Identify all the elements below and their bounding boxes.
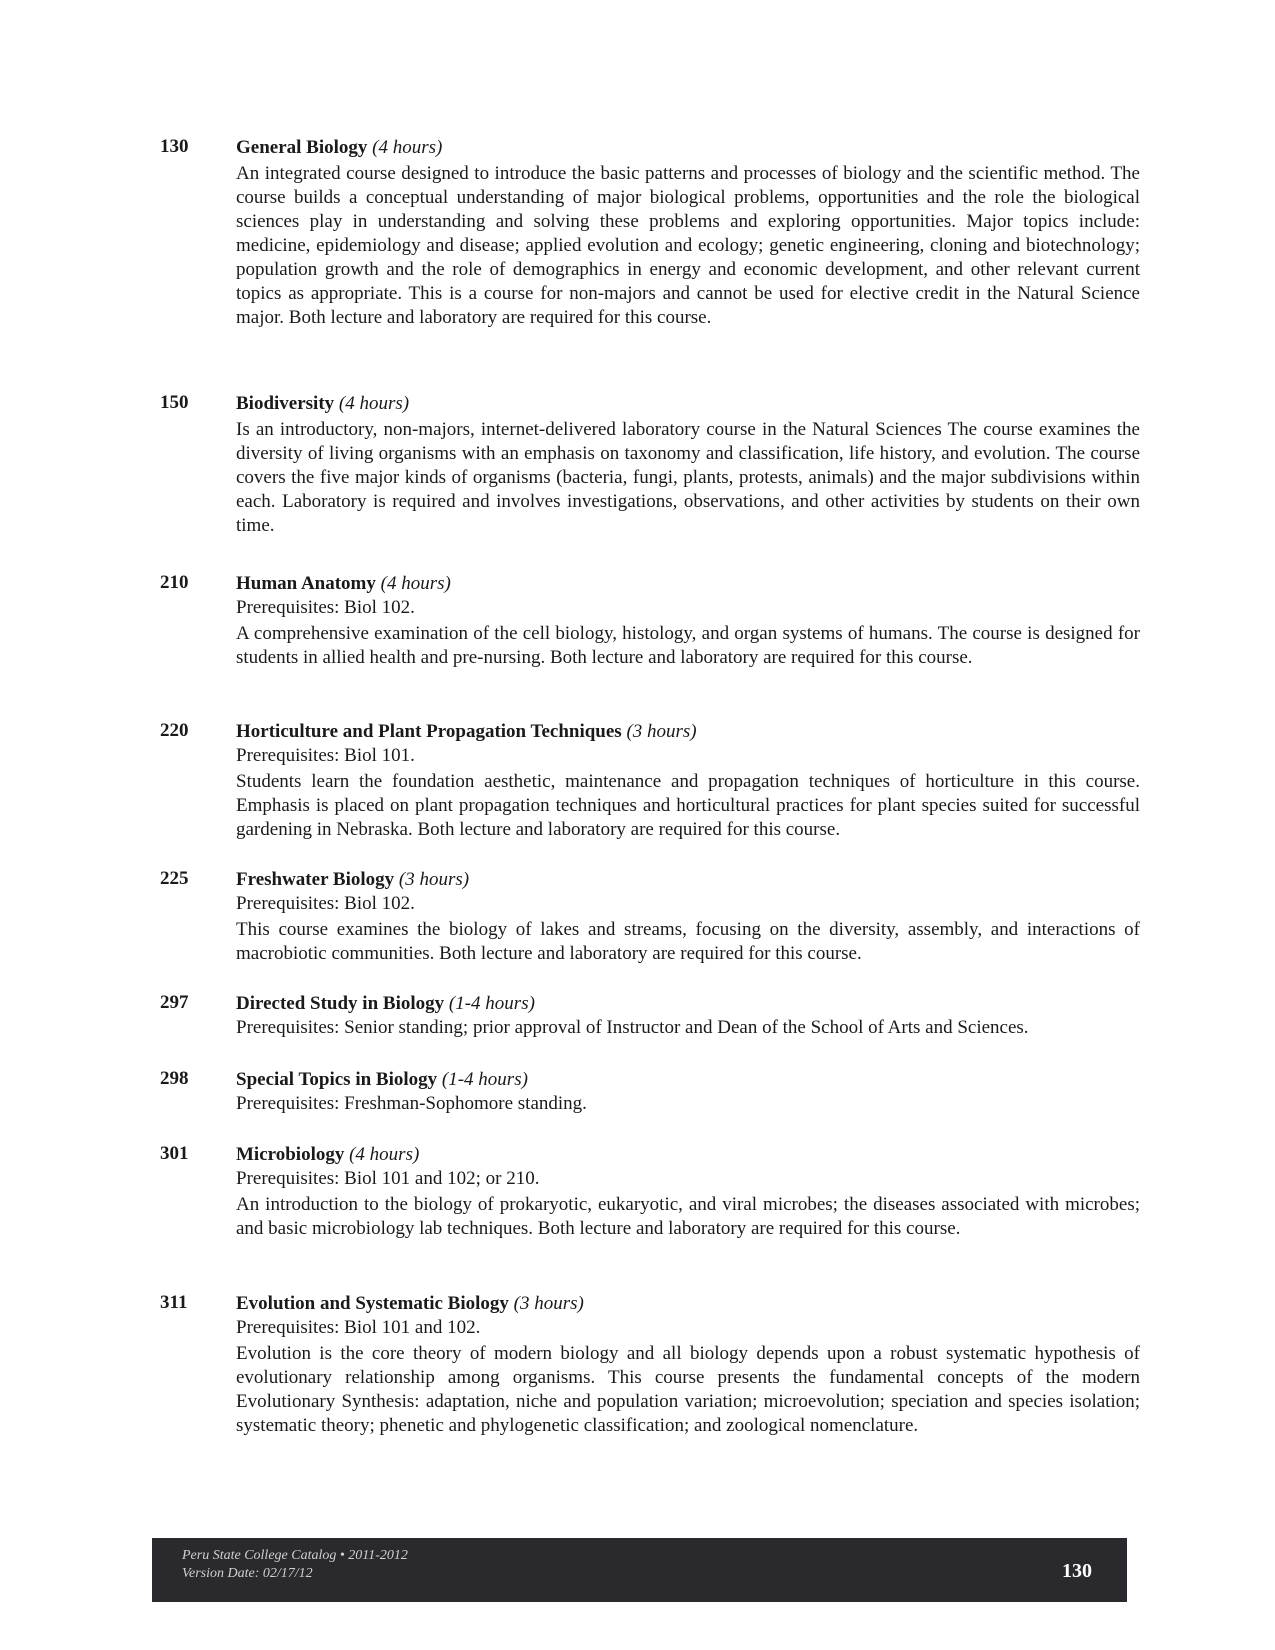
course-title: Freshwater Biology	[236, 869, 395, 890]
course-body	[236, 392, 1140, 538]
course-prerequisites: Prerequisites: Freshman-Sophomore standing.	[236, 1093, 587, 1114]
course-hours: (4 hours)	[380, 573, 451, 594]
course-entry-220	[160, 720, 1140, 842]
course-body	[236, 1143, 1140, 1241]
course-number: 130	[160, 136, 189, 157]
course-description: This course examines the biology of lakes and streams, focusing on the diversity, assembly, and interactions of macrobiotic communities. Both lecture and laboratory are required for this course.	[236, 919, 1140, 964]
course-number: 311	[160, 1292, 188, 1313]
course-body	[236, 1292, 1140, 1438]
course-body	[236, 1068, 1140, 1116]
footer-version-date: Version Date: 02/17/12	[182, 1566, 313, 1581]
course-body	[236, 992, 1140, 1040]
course-body	[236, 868, 1140, 966]
course-prerequisites: Prerequisites: Biol 102.	[236, 597, 415, 618]
course-body	[236, 572, 1140, 670]
course-title: Special Topics in Biology	[236, 1069, 438, 1090]
course-hours: (4 hours)	[338, 393, 410, 414]
course-prerequisites: Prerequisites: Biol 101.	[236, 745, 415, 766]
course-hours: (1-4 hours)	[448, 993, 535, 1014]
course-title: Biodiversity	[236, 393, 335, 414]
course-body	[236, 136, 1140, 330]
course-entry-130	[160, 136, 1140, 330]
course-hours: (3 hours)	[398, 869, 470, 890]
course-hours: (4 hours)	[349, 1144, 420, 1165]
page-number: 130	[1062, 1560, 1092, 1582]
course-entry-298	[160, 1068, 1140, 1116]
page-footer	[152, 1538, 1127, 1602]
course-description: An introduction to the biology of prokaryotic, eukaryotic, and viral microbes; the diseases associated with microbes; and basic microbiology lab techniques. Both lecture and laboratory are required for this course.	[236, 1194, 1140, 1239]
course-number: 220	[160, 720, 189, 741]
course-hours: (4 hours)	[372, 137, 443, 158]
course-prerequisites: Prerequisites: Biol 101 and 102.	[236, 1317, 481, 1338]
course-title: Directed Study in Biology	[236, 993, 445, 1014]
course-prerequisites: Prerequisites: Senior standing; prior approval of Instructor and Dean of the School of Arts and Sciences.	[236, 1017, 1029, 1038]
course-hours: (3 hours)	[626, 721, 697, 742]
course-description: An integrated course designed to introduce the basic patterns and processes of biology and the scientific method. The course builds a conceptual understanding of major biological problems, opportunities and the role the biological sciences play in understanding and solving these problems and exploring opportunities. Major topics include: medicine, epidemiology and disease; applied evolution and ecology; genetic engineering, cloning and biotechnology; population growth and the role of demographics in energy and economic development, and other relevant current topics as appropriate. This is a course for non-majors and cannot be used for elective credit in the Natural Science major. Both lecture and laboratory are required for this course.	[236, 163, 1140, 328]
course-entry-150	[160, 392, 1140, 538]
course-entry-311	[160, 1292, 1140, 1438]
course-title: Human Anatomy	[236, 573, 376, 594]
course-body	[236, 720, 1140, 842]
course-description: A comprehensive examination of the cell biology, histology, and organ systems of humans. The course is designed for students in allied health and pre-nursing. Both lecture and laboratory are required for this course.	[236, 623, 1140, 668]
course-number: 301	[160, 1143, 189, 1164]
course-title: Horticulture and Plant Propagation Techniques	[236, 721, 622, 742]
course-number: 297	[160, 992, 189, 1013]
course-title: Microbiology	[236, 1144, 345, 1165]
course-description: Is an introductory, non-majors, internet-delivered laboratory course in the Natural Sciences The course examines the diversity of living organisms with an emphasis on taxonomy and classification, life history, and evolution. The course covers the five major kinds of organisms (bacteria, fungi, plants, protests, animals) and the major subdivisions within each. Laboratory is required and involves investigations, observations, and other activities by students on their own time.	[236, 419, 1140, 536]
course-description: Students learn the foundation aesthetic, maintenance and propagation techniques of horticulture in this course. Emphasis is placed on plant propagation techniques and horticultural practices for plant species suited for successful gardening in Nebraska. Both lecture and laboratory are required for this course.	[236, 771, 1140, 840]
footer-catalog-title: Peru State College Catalog • 2011-2012	[182, 1548, 408, 1563]
course-number: 150	[160, 392, 189, 413]
course-title: Evolution and Systematic Biology	[236, 1293, 509, 1314]
course-title: General Biology	[236, 137, 368, 158]
course-entry-210	[160, 572, 1140, 670]
course-prerequisites: Prerequisites: Biol 101 and 102; or 210.	[236, 1168, 540, 1189]
course-number: 298	[160, 1068, 189, 1089]
course-hours: (3 hours)	[513, 1293, 584, 1314]
course-number: 225	[160, 868, 189, 889]
course-description: Evolution is the core theory of modern biology and all biology depends upon a robust systematic hypothesis of evolutionary relationship among organisms. This course presents the fundamental concepts of the modern Evolutionary Synthesis: adaptation, niche and population variation; microevolution; speciation and species isolation; systematic theory; phenetic and phylogenetic classification; and zoological nomenclature.	[236, 1343, 1140, 1436]
course-number: 210	[160, 572, 189, 593]
course-prerequisites: Prerequisites: Biol 102.	[236, 893, 415, 914]
course-entry-297	[160, 992, 1140, 1040]
course-entry-301	[160, 1143, 1140, 1241]
course-hours: (1-4 hours)	[441, 1069, 528, 1090]
course-entry-225	[160, 868, 1140, 966]
